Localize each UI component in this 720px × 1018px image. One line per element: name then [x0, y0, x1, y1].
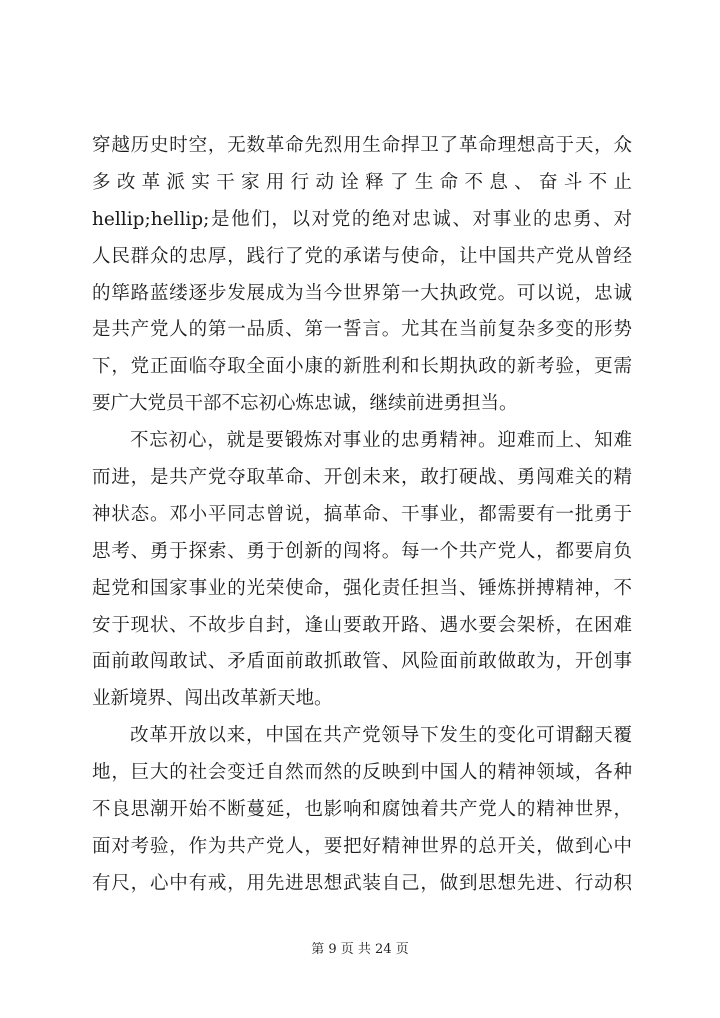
text-line: 穿越历史时空，无数革命先烈用生命捍卫了革命理想高于天，众	[92, 135, 632, 156]
page-number-footer: 第 9 页 共 24 页	[311, 942, 409, 957]
text-line: 人民群众的忠厚，践行了党的承诺与使命，让中国共产党从曾经	[92, 245, 632, 267]
text-line: 起党和国家事业的光荣使命，强化责任担当、锤炼拼搏精神，不	[92, 577, 632, 599]
text-line: 不忘初心，就是要锻炼对事业的忠勇精神。迎难而上、知难	[130, 430, 632, 452]
paragraph-3	[92, 718, 632, 902]
text-line: 而进，是共产党夺取革命、开创未来，敢打硬战、勇闯难关的精	[92, 467, 632, 489]
text-line: 有尺，心中有戒，用先进思想武装自己，做到思想先进、行动积	[92, 872, 632, 894]
text-line: 多改革派实干家用行动诠释了生命不息、奋斗不止	[92, 171, 632, 193]
text-line: 地，巨大的社会变迁自然而然的反映到中国人的精神领域，各种	[92, 762, 632, 784]
text-line: 面前敢闯敢试、矛盾面前敢抓敢管、风险面前敢做敢为，开创事	[92, 651, 632, 673]
text-line: hellip;hellip;是他们，以对党的绝对忠诚、对事业的忠勇、对	[92, 208, 632, 230]
text-line: 的筚路蓝缕逐步发展成为当今世界第一大执政党。可以说，忠诚	[92, 282, 632, 304]
text-line: 改革开放以来，中国在共产党领导下发生的变化可谓翻天覆	[130, 725, 632, 747]
text-line: 神状态。邓小平同志曾说，搞革命、干事业，都需要有一批勇于	[92, 503, 632, 525]
text-line: 面对考验，作为共产党人，要把好精神世界的总开关，做到心中	[92, 835, 632, 857]
text-line: 下，党正面临夺取全面小康的新胜利和长期执政的新考验，更需	[92, 356, 632, 378]
text-line: 业新境界、闯出改革新天地。	[92, 688, 333, 710]
body-text	[92, 128, 632, 903]
text-line: 是共产党人的第一品质、第一誓言。尤其在当前复杂多变的形势	[92, 319, 632, 341]
paragraph-1	[92, 128, 632, 423]
text-line: 安于现状、不故步自封，逢山要敢开路、遇水要会架桥，在困难	[92, 614, 632, 636]
paragraph-2	[92, 423, 632, 718]
text-line: 要广大党员干部不忘初心炼忠诚，继续前进勇担当。	[92, 393, 518, 415]
text-line: 思考、勇于探索、勇于创新的闯将。每一个共产党人，都要肩负	[92, 540, 632, 562]
text-line: 不良思潮开始不断蔓延，也影响和腐蚀着共产党人的精神世界，	[92, 799, 632, 821]
